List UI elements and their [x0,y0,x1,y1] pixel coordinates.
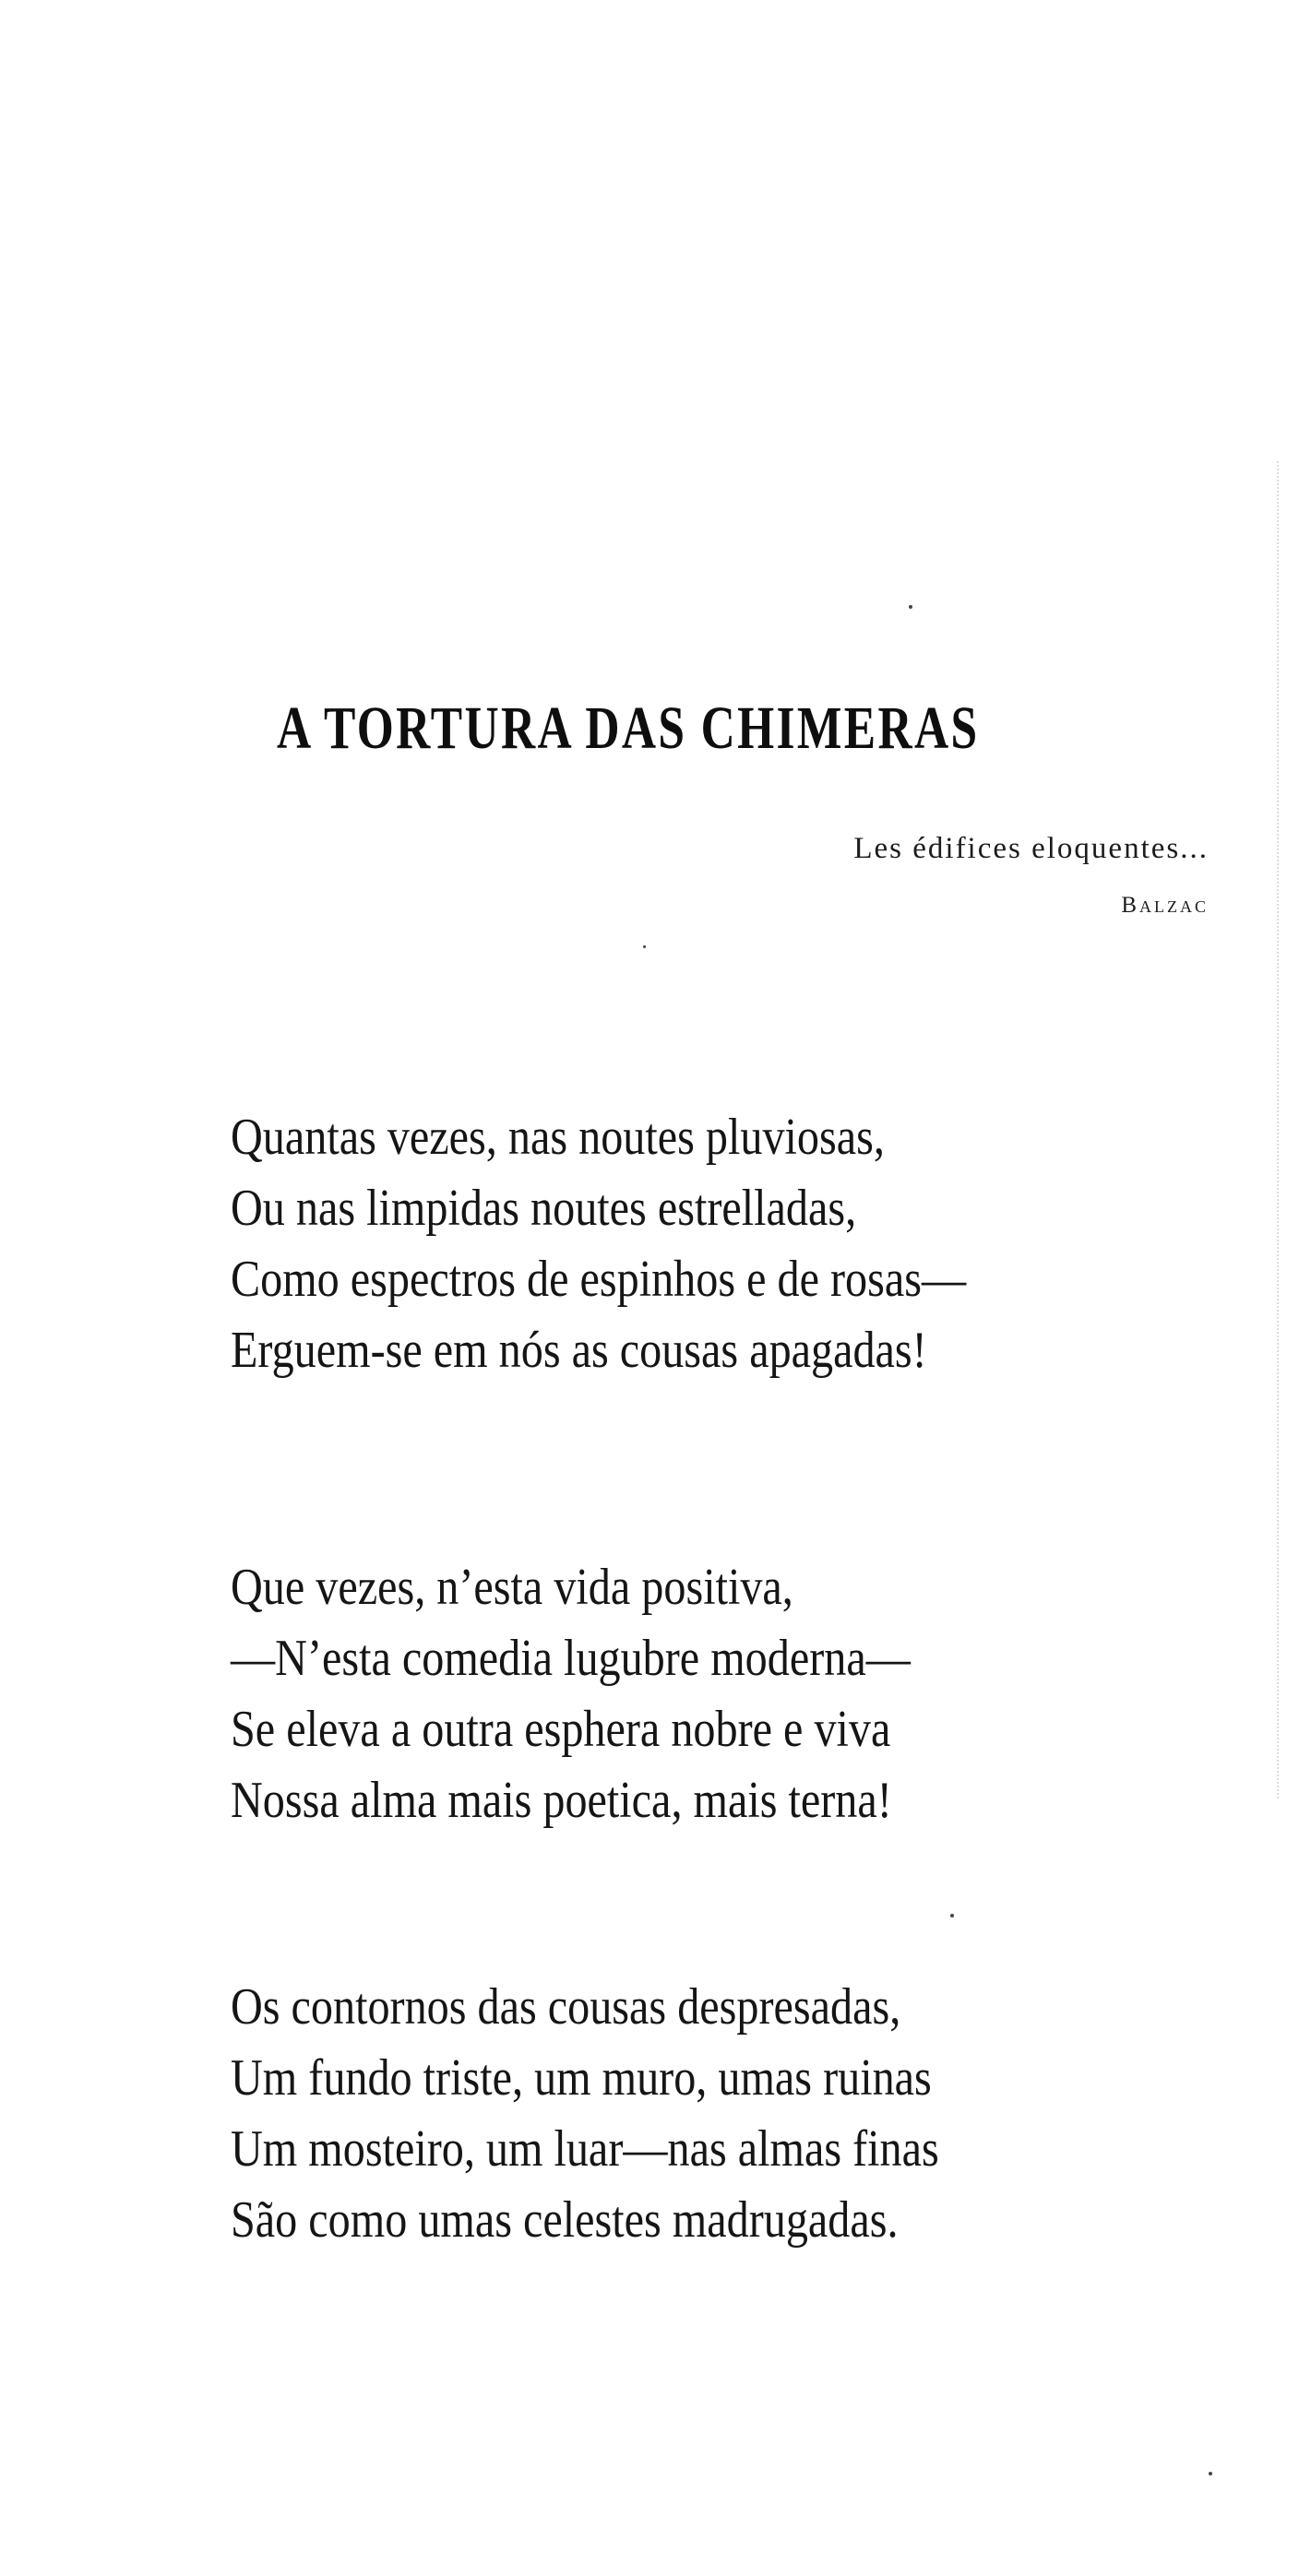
epigraph-author: Balzac [1121,893,1209,918]
stanza-2 [231,1552,1209,1836]
ink-speck [643,945,646,948]
verse-line: Ou nas limpidas noutes estrelladas, [231,1180,857,1237]
verse-line: Nossa alma mais poetica, mais terna! [231,1772,892,1829]
poem-title: A TORTURA DAS CHIMERAS [277,694,980,762]
verse-line: Os contornos das cousas despresadas, [231,1978,901,2036]
verse-line: São como umas celestes madrugadas. [231,2191,899,2249]
stanza-1 [231,1102,1209,1386]
verse-line: —N’esta comedia lugubre moderna— [231,1630,911,1687]
verse-line: Se eleva a outra esphera nobre e viva [231,1701,891,1758]
verse-line: Um mosteiro, um luar—nas almas finas [231,2120,939,2178]
ink-speck [950,1914,954,1917]
stanza-3 [231,1972,1209,2256]
verse-line: Que vezes, n’esta vida positiva, [231,1559,793,1616]
page-edge-shadow [1277,461,1282,1798]
verse-line: Erguem-se em nós as cousas apagadas! [231,1322,927,1379]
verse-line: Um fundo triste, um muro, umas ruinas [231,2049,932,2107]
ink-speck [1209,2472,1212,2475]
verse-line: Quantas vezes, nas noutes pluviosas, [231,1109,885,1166]
epigraph-quote: Les édifices eloquentes... [853,832,1209,865]
ink-speck [909,605,912,609]
verse-line: Como espectros de espinhos e de rosas— [231,1251,967,1308]
